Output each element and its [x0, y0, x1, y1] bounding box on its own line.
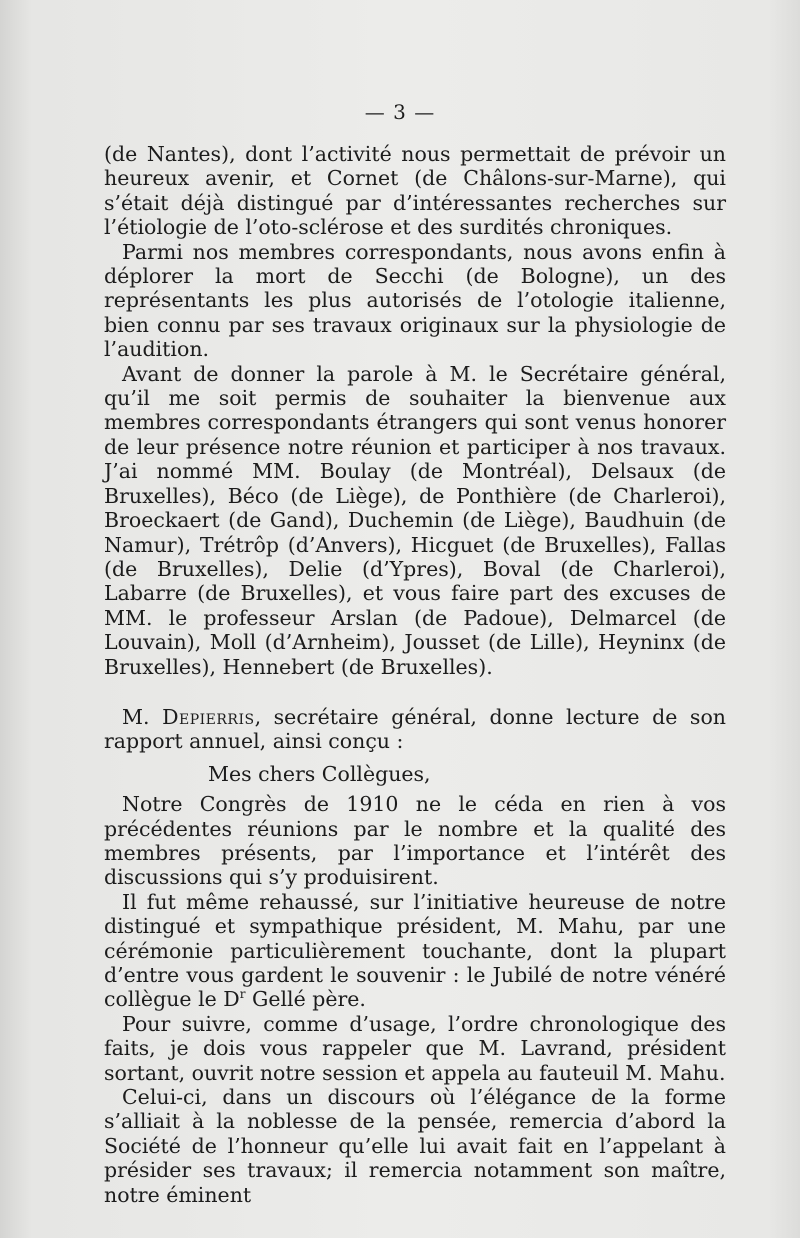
- report-intro: [104, 705, 726, 754]
- jubilee-tail-rest: Gellé père.: [245, 987, 366, 1012]
- page-number: — 3 —: [364, 100, 436, 124]
- report-intro-text: , secrétaire général, donne lecture de son rapport annuel, ainsi conçu :: [104, 704, 726, 754]
- paragraph-continued: (de Nantes), dont l’activité nous permettait de prévoir un heureux avenir, et Cornet (de Châlons-sur-Marne), qui s’était déjà distingué par d’intéressantes recherches sur l’étiologie de l’oto-sclérose et des surdités chroniques.: [104, 142, 726, 240]
- report-paragraph-speech: Celui-ci, dans un discours où l’élégance de la forme s’alliait à la noblesse de la pensée, remercia d’abord la Société de l’honneur qu’elle lui avait fait en l’appelant à présider ses travaux; il remercia notamment son maître, notre éminent: [104, 1085, 726, 1207]
- report-paragraph-chronology: Pour suivre, comme d’usage, l’ordre chronologique des faits, je dois vous rappeler que M. Lavrand, président sortant, ouvrit notre session et appela au fauteuil M. Mahu.: [104, 1011, 726, 1085]
- secretary-name: Depierris: [162, 704, 255, 729]
- report-paragraph-congress: Notre Congrès de 1910 ne le céda en rien à vos précédentes réunions par le nombre et la qualité des membres présents, par l’importance et l’intérêt des discussions qui s’y produisirent.: [104, 792, 726, 890]
- report-intro-prefix: M.: [122, 704, 163, 729]
- doctor-superscript: r: [239, 987, 246, 1002]
- jubilee-text: Il fut même rehaussé, sur l’initiative heureuse de notre distingué et sympathique président, M. Mahu, par une cérémonie particulièrement touchante, dont la plupart d’entre vous gardent le souvenir : le Jubilé de notre vénéré collègue: [104, 889, 726, 1012]
- body-text: [104, 142, 726, 1207]
- salutation: Mes chers Collègues,: [208, 761, 431, 786]
- report-paragraph-jubilee: [104, 890, 726, 1012]
- paragraph-obituary: Parmi nos membres correspondants, nous avons enfin à déplorer la mort de Secchi (de Bologne), un des représentants les plus autorisés de l’otologie italienne, bien connu par ses travaux originaux sur la physiologie de l’audition.: [104, 239, 726, 362]
- paragraph-welcome: Avant de donner la parole à M. le Secrétaire général, qu’il me soit permis de souhaiter la bienvenue aux membres correspondants étrangers qui sont venus honorer de leur présence notre réunion et participer à nos travaux. J’ai nommé MM. Boulay (de Montréal), Delsaux (de Bruxelles), Béco (de Liège), de Ponthière (de Charleroi), Broeckaert (de Gand), Duchemin (de Liège), Baudhuin (de Namur), Trétrôp (d’Anvers), Hicguet (de Bruxelles), Fallas (de Bruxelles), Delie (d’Ypres), Boval (de Charleroi), Labarre (de Bruxelles), et vous faire part des excuses de MM. le professeur Arslan (de Padoue), Delmarcel (de Louvain), Moll (d’Arnheim), Jousset (de Lille), Heyninx (de Bruxelles), Hennebert (de Bruxelles).: [104, 361, 726, 679]
- jubilee-tail-prefix: le D: [198, 987, 240, 1012]
